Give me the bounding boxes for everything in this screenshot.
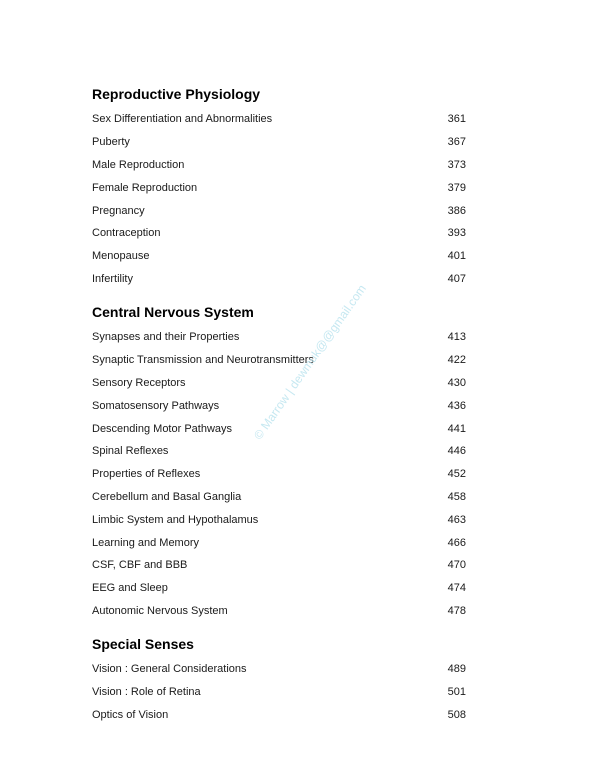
toc-entry: [92, 554, 466, 577]
entry-title: Optics of Vision: [92, 708, 169, 721]
entry-page: 386: [447, 204, 466, 217]
entry-page: 379: [447, 181, 466, 194]
toc-entry: [92, 531, 466, 554]
toc-entry: [92, 681, 466, 704]
toc-entry: [92, 199, 466, 222]
entry-page: 430: [447, 376, 466, 389]
section-title: Central Nervous System: [92, 304, 254, 320]
watermark-text: © Marrow | dewmuk@@gmail.com: [251, 281, 369, 443]
entry-title: Synapses and their Properties: [92, 331, 240, 344]
toc-entry: [92, 600, 466, 623]
entry-title: EEG and Sleep: [92, 582, 168, 595]
toc-entry: [92, 222, 466, 245]
entry-page: 466: [447, 536, 466, 549]
entry-page: 478: [447, 604, 466, 617]
toc-entry: [92, 417, 466, 440]
toc-entry: [92, 245, 466, 268]
entry-page: 458: [447, 490, 466, 503]
section-reproductive-physiology: [92, 80, 466, 290]
entry-page: 446: [447, 445, 466, 458]
toc-entry: [92, 486, 466, 509]
entry-page: 436: [447, 399, 466, 412]
toc-entry: [92, 349, 466, 372]
entry-title: Male Reproduction: [92, 158, 185, 171]
entry-title: Infertility: [92, 272, 133, 285]
entry-title: Descending Motor Pathways: [92, 422, 233, 435]
entry-title: Sex Differentiation and Abnormalities: [92, 113, 273, 126]
entry-title: Limbic System and Hypothalamus: [92, 513, 259, 526]
entry-page: 373: [447, 158, 466, 171]
entry-page: 422: [447, 354, 466, 367]
entry-page: 508: [447, 708, 466, 721]
toc-entry: [92, 268, 466, 291]
toc-entry: [92, 508, 466, 531]
section-central-nervous-system: [92, 298, 466, 622]
entry-page: 393: [447, 227, 466, 240]
entry-title: Somatosensory Pathways: [92, 399, 220, 412]
toc-entry: [92, 440, 466, 463]
entry-title: Puberty: [92, 136, 130, 149]
toc-entry: [92, 577, 466, 600]
toc-entry: [92, 326, 466, 349]
entry-page: 361: [447, 113, 466, 126]
toc-entry: [92, 658, 466, 681]
entry-page: 470: [447, 559, 466, 572]
entry-title: Vision : General Considerations: [92, 663, 247, 676]
section-title: Reproductive Physiology: [92, 86, 261, 102]
entry-page: 489: [447, 663, 466, 676]
entry-title: Properties of Reflexes: [92, 468, 201, 481]
entry-title: Contraception: [92, 227, 161, 240]
toc-entry: [92, 463, 466, 486]
entry-title: Female Reproduction: [92, 181, 198, 194]
entry-page: 452: [447, 468, 466, 481]
entry-page: 441: [447, 422, 466, 435]
entry-title: Autonomic Nervous System: [92, 604, 228, 617]
entry-title: Vision : Role of Retina: [92, 686, 201, 699]
entry-title: Cerebellum and Basal Ganglia: [92, 490, 242, 503]
entry-page: 463: [447, 513, 466, 526]
entry-title: Sensory Receptors: [92, 376, 186, 389]
toc-entry: [92, 108, 466, 131]
entry-page: 407: [447, 272, 466, 285]
toc-entry: [92, 176, 466, 199]
entry-page: 367: [447, 136, 466, 149]
entry-title: Spinal Reflexes: [92, 445, 169, 458]
entry-title: Pregnancy: [92, 204, 145, 217]
entry-title: CSF, CBF and BBB: [92, 559, 188, 572]
toc-entry: [92, 154, 466, 177]
section-title: Special Senses: [92, 636, 194, 652]
toc-entry: [92, 704, 466, 727]
entry-title: Synaptic Transmission and Neurotransmitters: [92, 354, 314, 367]
section-special-senses: [92, 630, 466, 726]
entry-page: 413: [447, 331, 466, 344]
entry-title: Learning and Memory: [92, 536, 200, 549]
toc-entry: [92, 372, 466, 395]
toc-entry: [92, 131, 466, 154]
entry-page: 474: [447, 582, 466, 595]
entry-page: 401: [447, 250, 466, 263]
entry-title: Menopause: [92, 250, 150, 263]
entry-page: 501: [447, 686, 466, 699]
